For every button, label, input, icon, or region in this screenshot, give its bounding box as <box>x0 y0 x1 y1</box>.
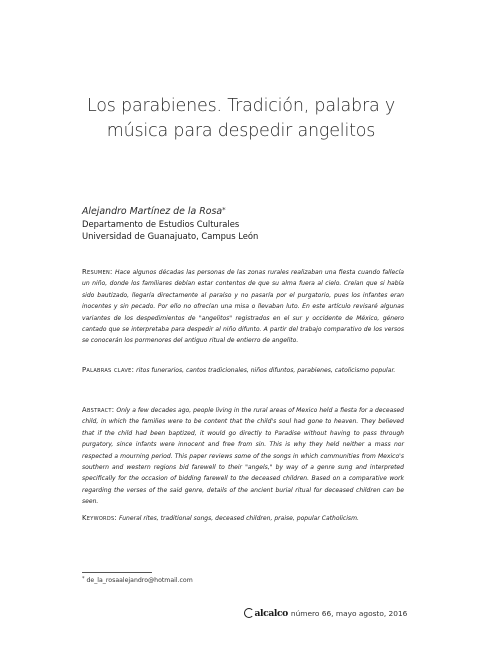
footnote <box>82 575 193 585</box>
journal-logo-text: alcalco <box>254 607 288 619</box>
resumen-label: Resumen: <box>82 268 113 276</box>
author-block <box>82 204 422 242</box>
abstract-paragraph <box>82 405 404 508</box>
journal-issue-info: número 66, mayo agosto, 2016 <box>290 608 408 618</box>
journal-logo <box>244 608 288 619</box>
keywords-paragraph <box>82 513 404 524</box>
keywords-label: Keywords: <box>82 514 118 522</box>
title-line-2: música para despedir angelitos <box>106 121 376 141</box>
footnote-mark: * <box>82 576 85 582</box>
abstract-label: Abstract: <box>82 406 115 414</box>
author-name-text: Alejandro Martínez de la Rosa <box>82 206 223 217</box>
palabras-clave-label: Palabras clave: <box>82 366 135 374</box>
palabras-clave-paragraph <box>82 365 404 376</box>
resumen-text: Hace algunos décadas las personas de las zonas rurales realizaban una fiesta cuando fallecía un niño, donde los familiares debían estar contentos de que su alma fuera al cielo. Creían que si había sido bautizado, llegaría directamente al paraíso y no pasaría por el purgatorio, pues los infantes eran inocentes y sin pecado. Por ello no ofrecían una misa o llevaban luto. En este artículo revisaré algunas variantes de los despedimientos de "angelitos" registrados en el sur y occidente de México, género cantado que se interpretaba para despedir al niño difunto. A partir del trabajo comparativo de los versos se conocerán los pormenores del antiguo ritual de entierro de angelito. <box>82 269 404 345</box>
author-footnote-mark[interactable]: * <box>222 206 226 214</box>
keywords-text: Funeral rites, traditional songs, deceased children, praise, popular Catholicism. <box>118 515 359 522</box>
article-title <box>40 94 442 144</box>
author-affiliation-department: Departamento de Estudios Culturales <box>82 219 240 229</box>
author-affiliation-university: Universidad de Guanajuato, Campus León <box>82 231 259 241</box>
footnote-email[interactable]: de_la_rosaalejandro@hotmail.com <box>86 577 193 584</box>
journal-footer <box>244 606 407 620</box>
resumen-paragraph <box>82 267 404 347</box>
title-line-1: Los parabienes. Tradición, palabra y <box>87 96 395 116</box>
journal-logo-icon <box>244 608 254 618</box>
abstract-text: Only a few decades ago, people living in the rural areas of Mexico held a fiesta for a deceased child, in which the families were to be content that the child's soul had gone to heaven. They believed that if the child had been baptized, it would go directly to Paradise without having to pass through purgatory, since infants were innocent and free from sin. This is why they held neither a mass nor respected a mourning period. This paper reviews some of the songs in which communities from Mexico's southern and western regions bid farewell to their "angels," by way of a genre sung and interpreted specifically for the occasion of bidding farewell to the deceased children. Based on a comparative work regarding the verses of the said genre, details of the ancient burial ritual for deceased children can be seen. <box>82 407 404 506</box>
author-name <box>82 204 422 218</box>
footnote-divider <box>82 572 152 573</box>
palabras-clave-text: ritos funerarios, cantos tradicionales, niños difuntos, parabienes, catolicismo popular. <box>136 367 396 374</box>
